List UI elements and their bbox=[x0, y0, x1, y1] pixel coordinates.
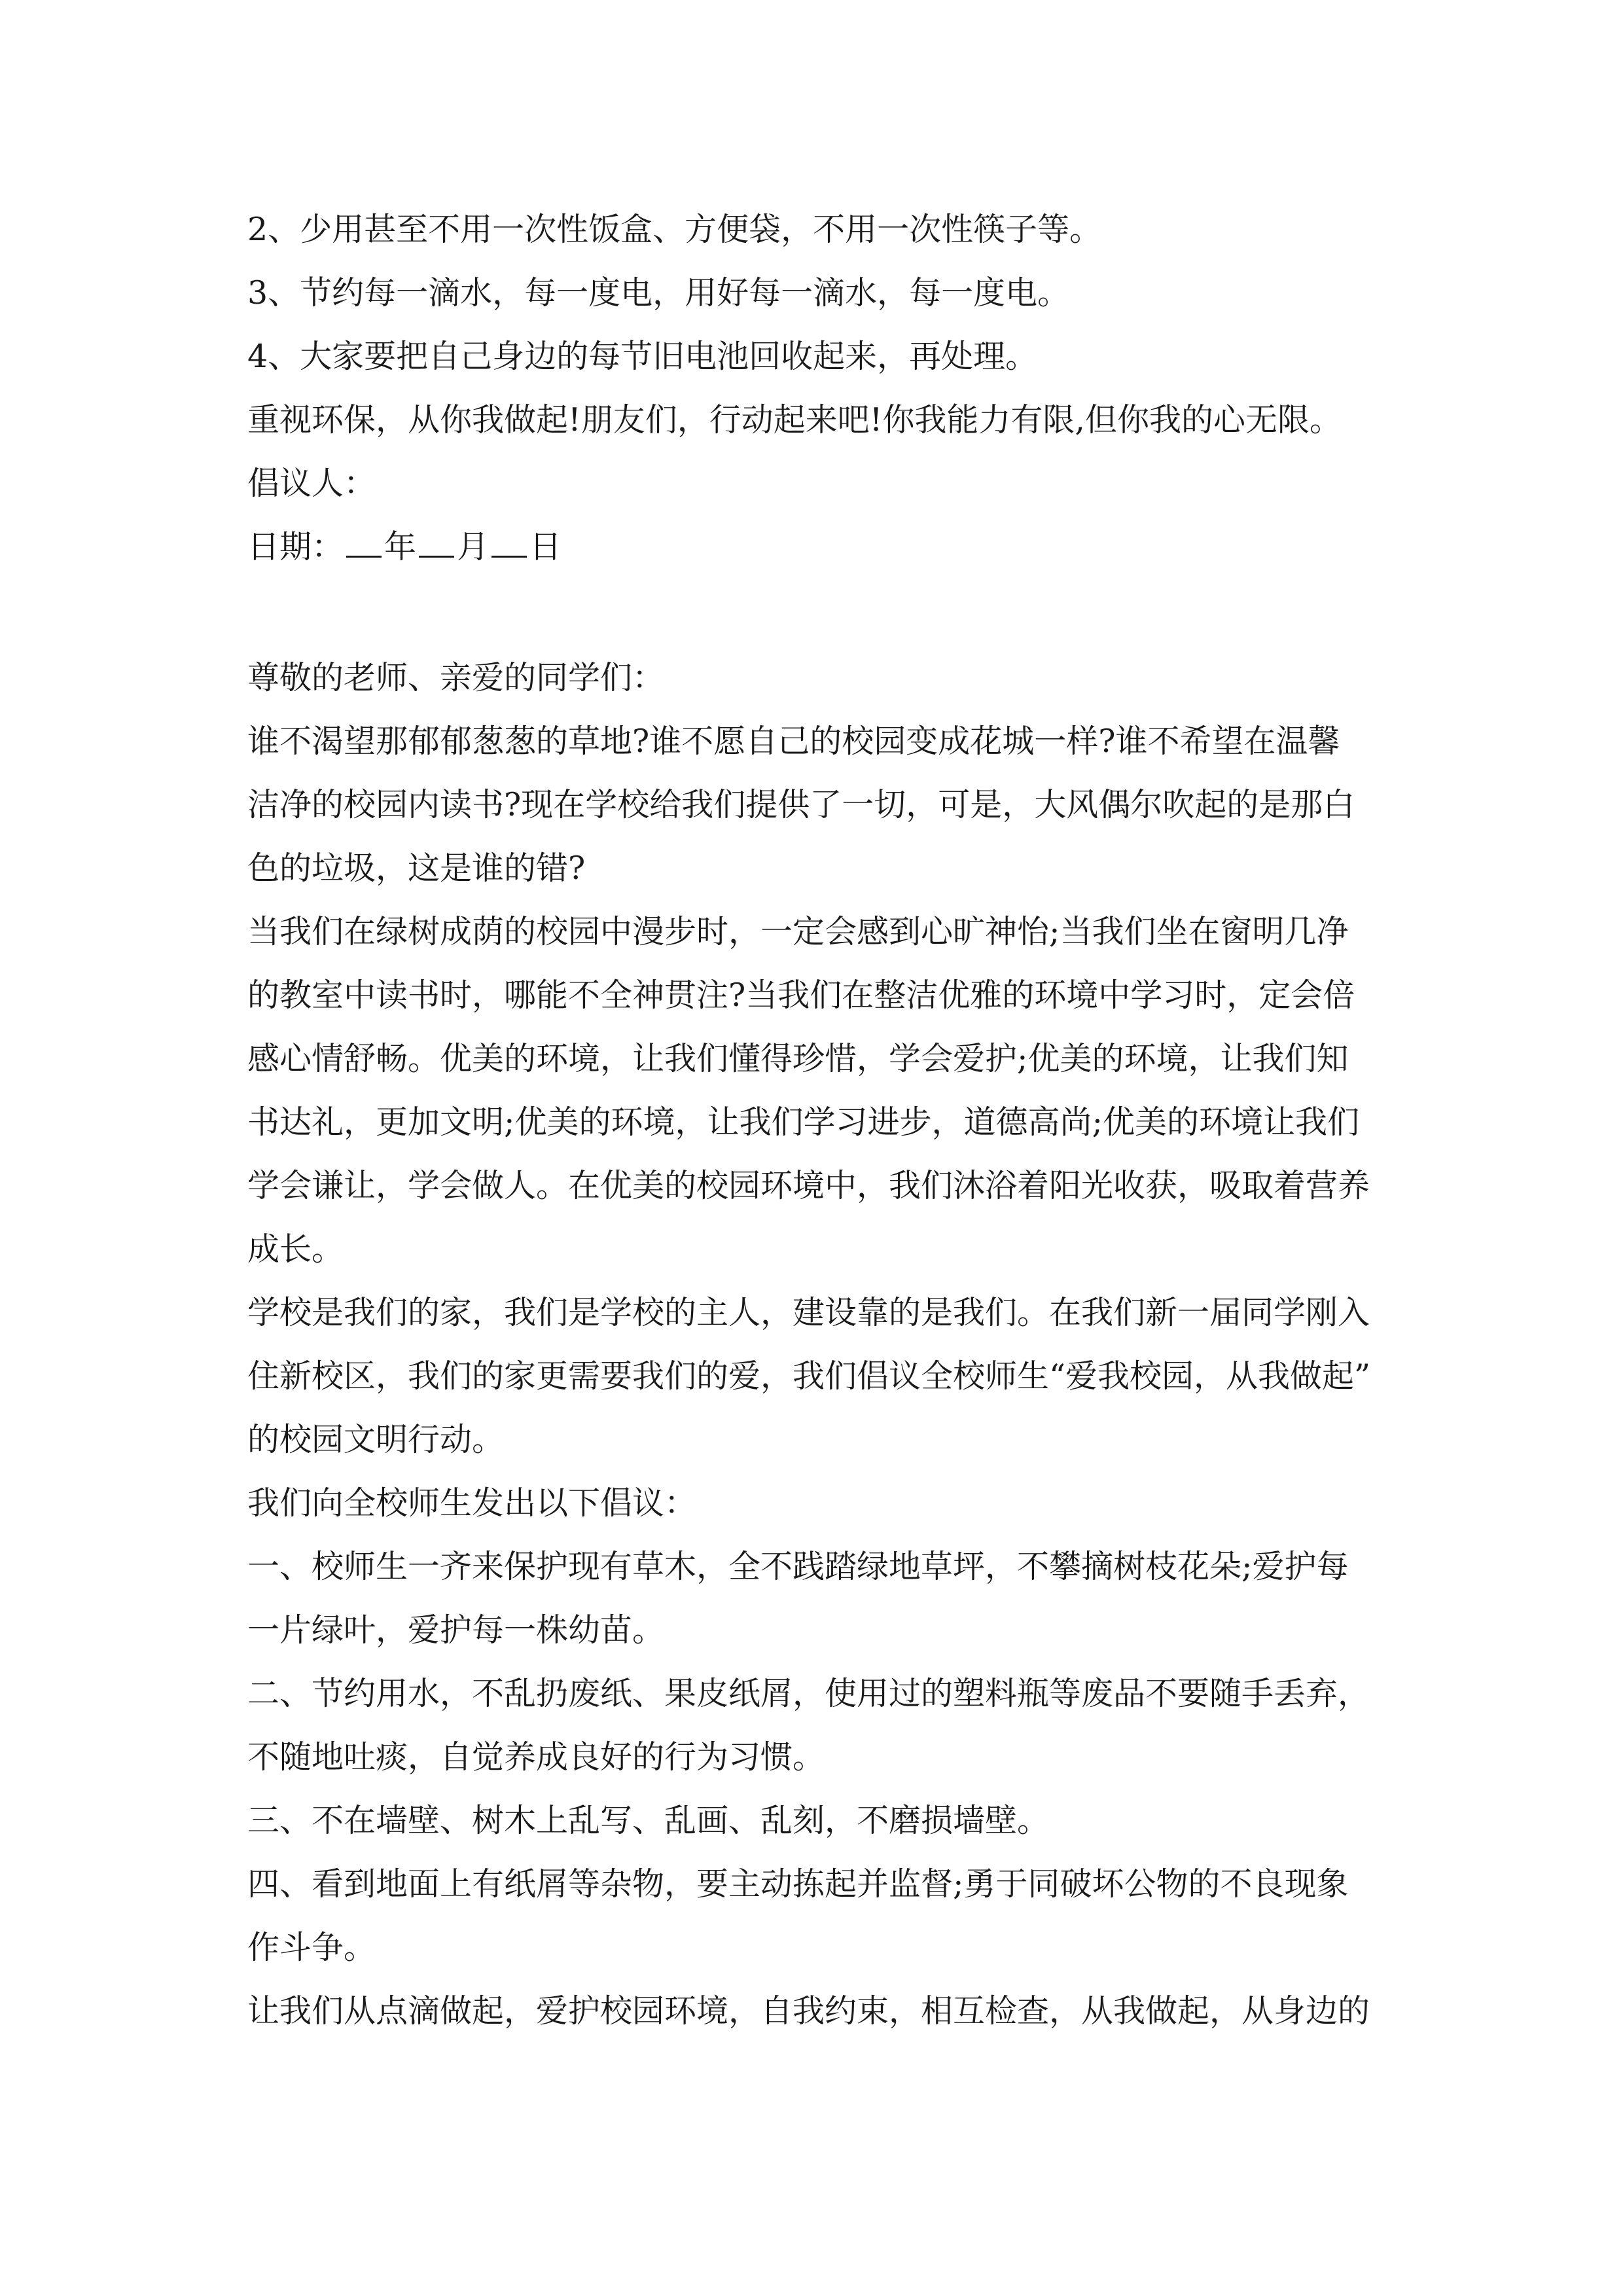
text-line: 3、节约每一滴水，每一度电，用好每一滴水，每一度电。 bbox=[247, 274, 1070, 312]
proposer-line: 倡议人： bbox=[247, 465, 376, 502]
text-line: 学校是我们的家，我们是学校的主人，建设靠的是我们。在我们新一届同学刚入 bbox=[247, 1294, 1370, 1331]
text-line: 一片绿叶，爱护每一株幼苗。 bbox=[247, 1611, 665, 1649]
text-line: 二、节约用水，不乱扔废纸、果皮纸屑，使用过的塑料瓶等废品不要随手丢弃， bbox=[247, 1675, 1370, 1712]
text-line: 的校园文明行动。 bbox=[247, 1421, 505, 1458]
date-line bbox=[247, 515, 1386, 579]
text-line: 当我们在绿树成荫的校园中漫步时，一定会感到心旷神怡;当我们坐在窗明几净 bbox=[247, 913, 1349, 950]
date-year: 年 bbox=[384, 528, 417, 565]
date-day: 日 bbox=[529, 528, 562, 565]
text-line: 成长。 bbox=[247, 1230, 344, 1268]
text-line: 作斗争。 bbox=[247, 1929, 376, 1966]
text-line: 不随地吐痰，自觉养成良好的行为习惯。 bbox=[247, 1738, 825, 1776]
text-line: 学会谦让，学会做人。在优美的校园环境中，我们沐浴着阳光收获，吸取着营养 bbox=[247, 1167, 1370, 1204]
date-month: 月 bbox=[457, 528, 490, 565]
date-blank bbox=[346, 529, 382, 558]
text-line: 谁不渴望那郁郁葱葱的草地?谁不愿自己的校园变成花城一样?谁不希望在温馨 bbox=[247, 723, 1340, 760]
text-line: 色的垃圾，这是谁的错? bbox=[247, 850, 586, 887]
text-line: 重视环保，从你我做起!朋友们，行动起来吧!你我能力有限,但你我的心无限。 bbox=[247, 401, 1342, 439]
text-line: 2、少用甚至不用一次性饭盒、方便袋，不用一次性筷子等。 bbox=[247, 211, 1102, 248]
date-prefix: 日期： bbox=[247, 528, 344, 565]
text-line: 书达礼，更加文明;优美的环境，让我们学习进步，道德高尚;优美的环境让我们 bbox=[247, 1103, 1360, 1141]
text-line: 感心情舒畅。优美的环境，让我们懂得珍惜，学会爱护;优美的环境，让我们知 bbox=[247, 1040, 1349, 1077]
text-line: 的教室中读书时，哪能不全神贯注?当我们在整洁优雅的环境中学习时，定会倍 bbox=[247, 977, 1355, 1014]
text-line: 让我们从点滴做起，爱护校园环境，自我约束，相互检查，从我做起，从身边的 bbox=[247, 1992, 1370, 2030]
text-line: 四、看到地面上有纸屑等杂物，要主动拣起并监督;勇于同破坏公物的不良现象 bbox=[247, 1865, 1349, 1903]
text-line: 一、校师生一齐来保护现有草木，全不践踏绿地草坪，不攀摘树枝花朵;爱护每 bbox=[247, 1548, 1349, 1585]
text-line: 三、不在墙壁、树木上乱写、乱画、乱刻，不磨损墙壁。 bbox=[247, 1802, 1050, 1839]
section-environment-tips bbox=[247, 198, 1386, 579]
date-blank bbox=[491, 529, 527, 558]
text-line: 住新校区，我们的家更需要我们的爱，我们倡议全校师生“爱我校园，从我做起” bbox=[247, 1357, 1371, 1395]
section-campus-proposal bbox=[247, 646, 1386, 2043]
date-blank bbox=[419, 529, 454, 558]
text-line: 洁净的校园内读书?现在学校给我们提供了一切，可是，大风偶尔吹起的是那白 bbox=[247, 786, 1355, 823]
text-line: 我们向全校师生发出以下倡议： bbox=[247, 1484, 697, 1522]
salutation: 尊敬的老师、亲爱的同学们： bbox=[247, 659, 665, 696]
text-line: 4、大家要把自己身边的每节旧电池回收起来，再处理。 bbox=[247, 338, 1038, 375]
